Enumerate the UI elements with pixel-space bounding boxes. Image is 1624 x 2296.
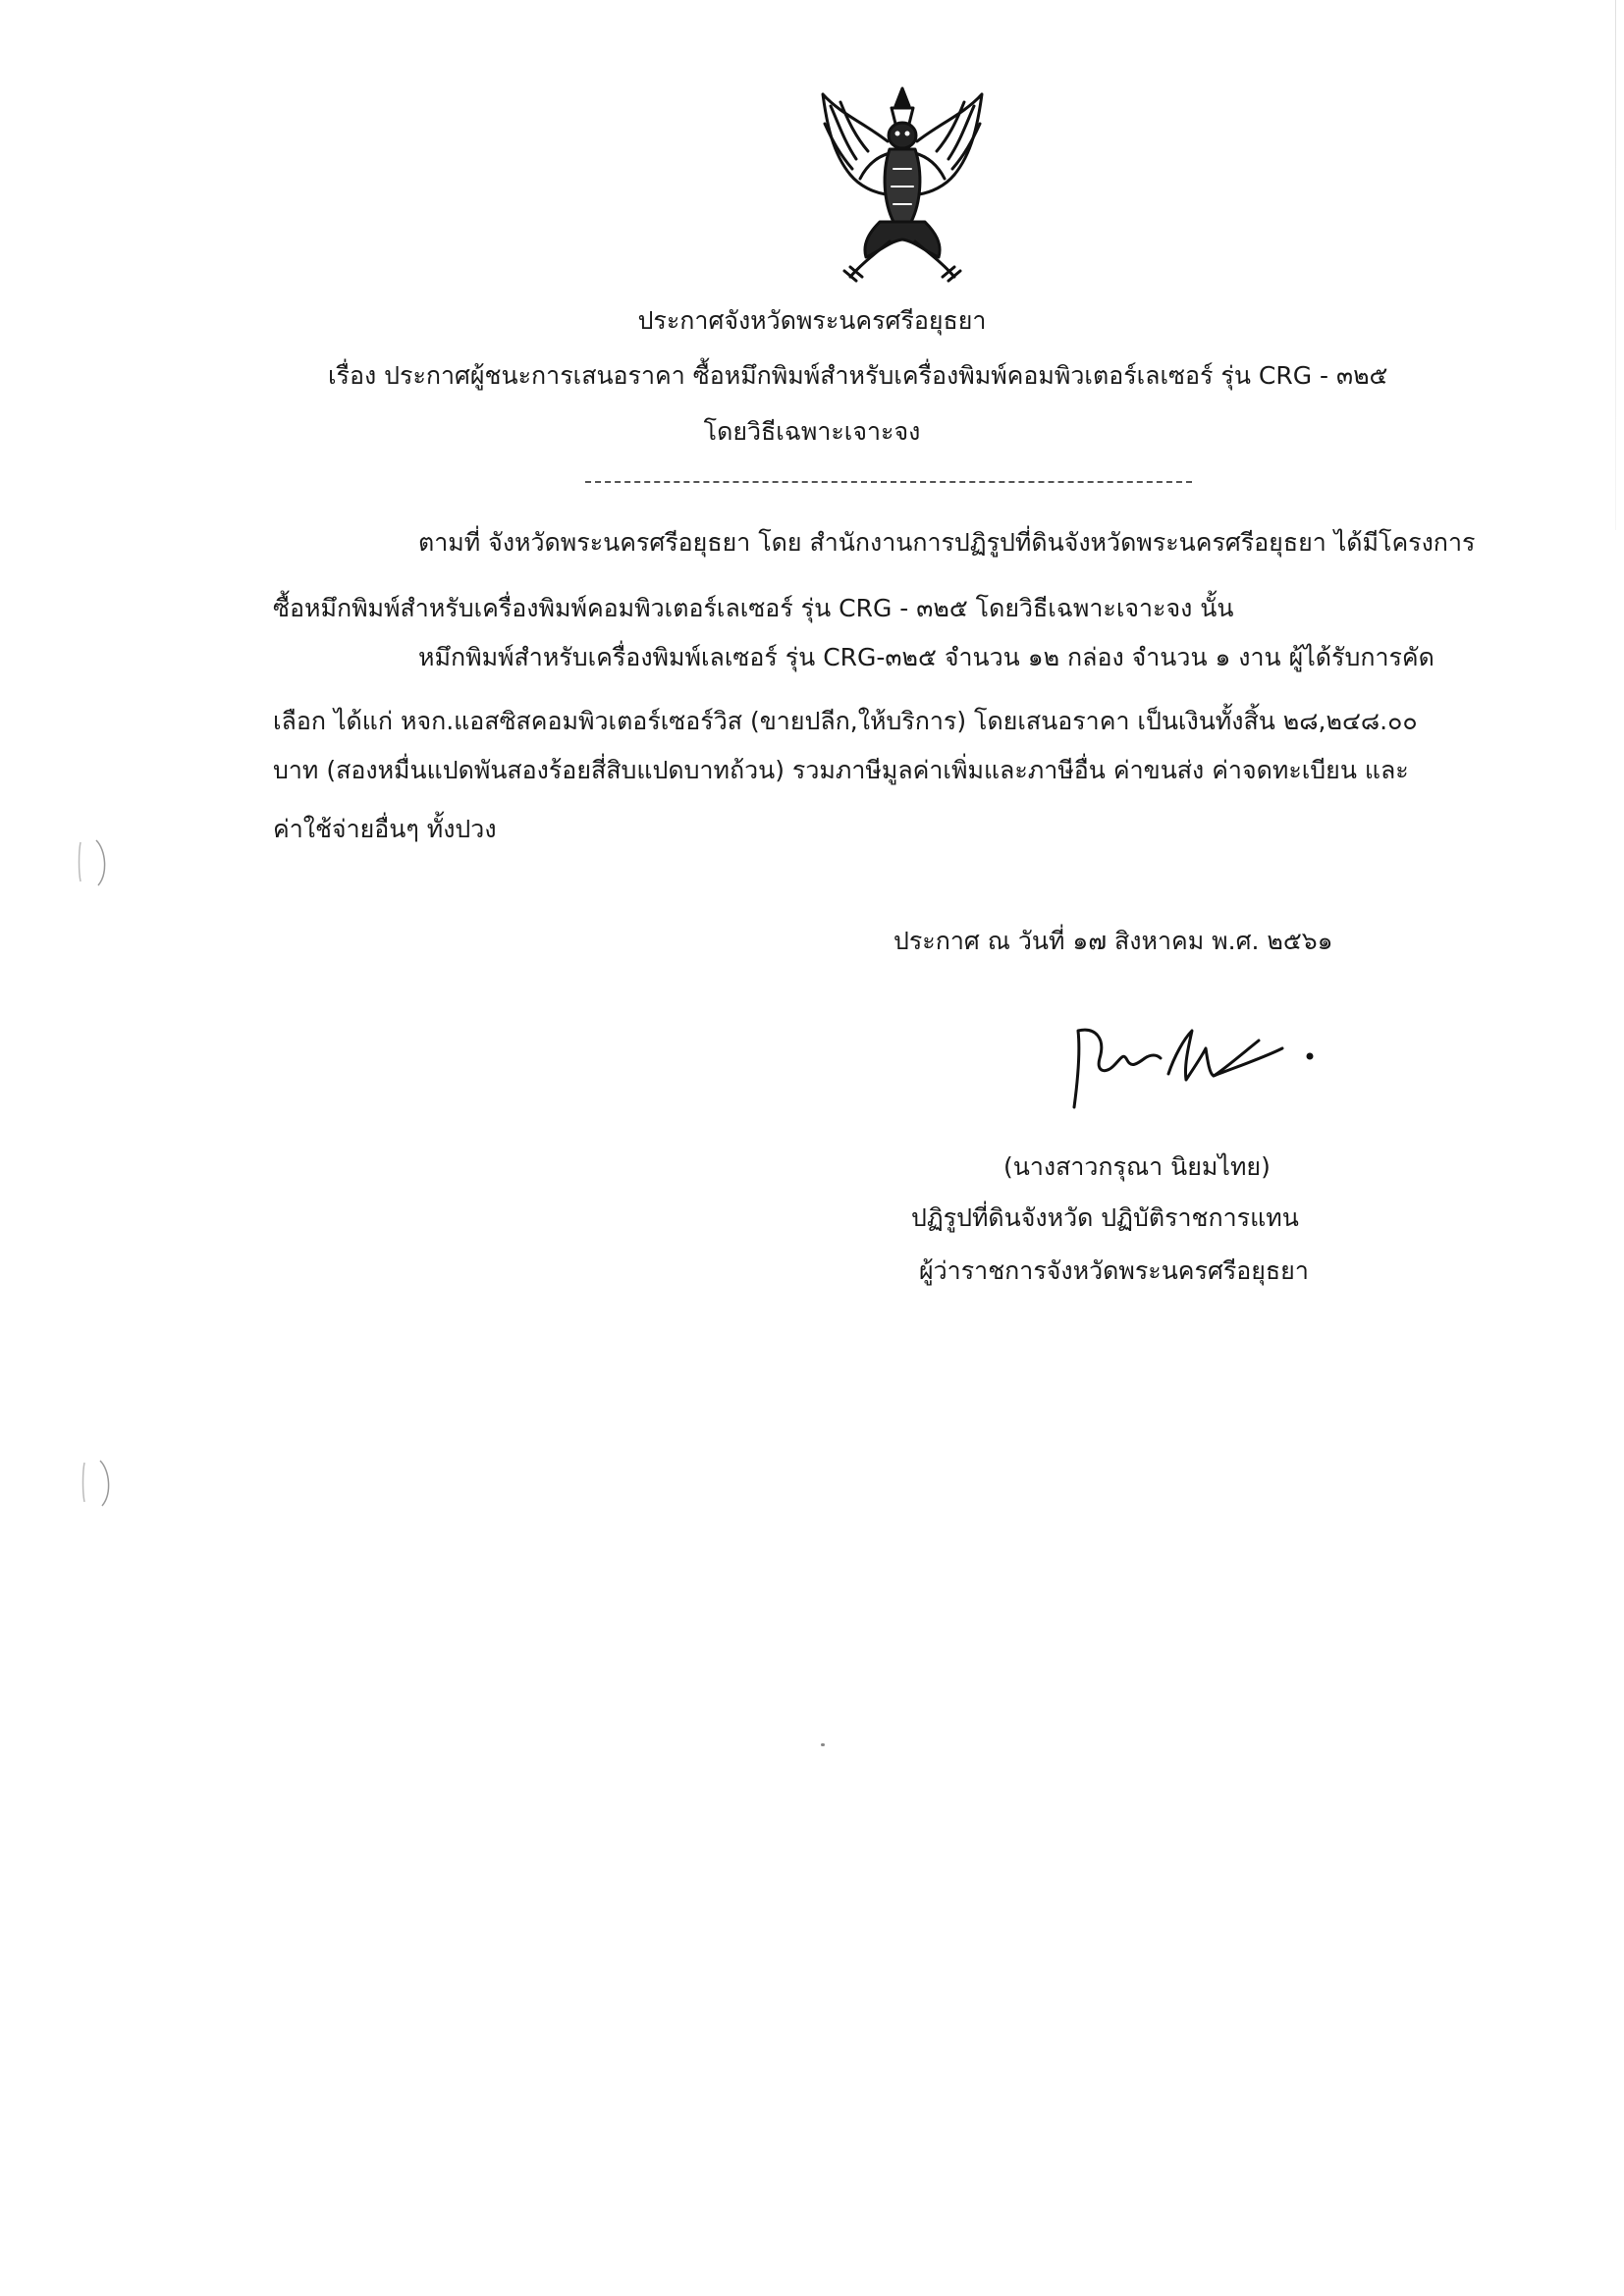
procurement-method: โดยวิธีเฉพาะเจาะจง <box>703 417 921 446</box>
announcement-subject: เรื่อง ประกาศผู้ชนะการเสนอราคา ซื้อหมึกพิมพ์สำหรับเครื่องพิมพ์คอมพิวเตอร์เลเซอร์ รุ่น CRG - ๓๒๕ <box>328 361 1388 390</box>
body-line: ตามที่ จังหวัดพระนครศรีอยุธยา โดย สำนักงานการปฏิรูปที่ดินจังหวัดพระนครศรีอยุธยา ได้มีโครงการ <box>418 528 1476 557</box>
punch-hole-mark <box>79 1453 118 1512</box>
body-line: ซื้อหมึกพิมพ์สำหรับเครื่องพิมพ์คอมพิวเตอร์เลเซอร์ รุ่น CRG - ๓๒๕ โดยวิธีเฉพาะเจาะจง นั้น <box>273 594 1234 622</box>
scan-speck <box>821 1743 825 1746</box>
garuda-emblem-icon <box>811 84 994 285</box>
body-line: หมึกพิมพ์สำหรับเครื่องพิมพ์เลเซอร์ รุ่น CRG-๓๒๕ จำนวน ๑๒ กล่อง จำนวน ๑ งาน ผู้ได้รับการคัด <box>418 643 1435 671</box>
separator-line <box>585 481 1192 483</box>
body-line: บาท (สองหมื่นแปดพันสองร้อยสี่สิบแปดบาทถ้วน) รวมภาษีมูลค่าเพิ่มและภาษีอื่น ค่าขนส่ง ค่าจดทะเบียน และ <box>273 756 1409 784</box>
announcement-title: ประกาศจังหวัดพระนครศรีอยุธยา <box>637 306 987 335</box>
signer-position: ปฏิรูปที่ดินจังหวัด ปฏิบัติราชการแทน <box>911 1203 1299 1232</box>
body-line: ค่าใช้จ่ายอื่นๆ ทั้งปวง <box>273 815 497 843</box>
scan-edge <box>1615 0 1616 530</box>
signer-office: ผู้ว่าราชการจังหวัดพระนครศรีอยุธยา <box>919 1256 1309 1285</box>
punch-hole-mark <box>75 832 114 891</box>
signer-name: (นางสาวกรุณา นิยมไทย) <box>1003 1152 1271 1181</box>
announcement-date: ประกาศ ณ วันที่ ๑๗ สิงหาคม พ.ศ. ๒๕๖๑ <box>893 927 1333 955</box>
body-line: เลือก ได้แก่ หจก.แอสซิสคอมพิวเตอร์เซอร์วิส (ขายปลีก,ให้บริการ) โดยเสนอราคา เป็นเงินทั้งสิ้น ๒๘,๒๔๘.๐๐ <box>273 707 1418 735</box>
handwritten-signature <box>1066 1009 1322 1117</box>
